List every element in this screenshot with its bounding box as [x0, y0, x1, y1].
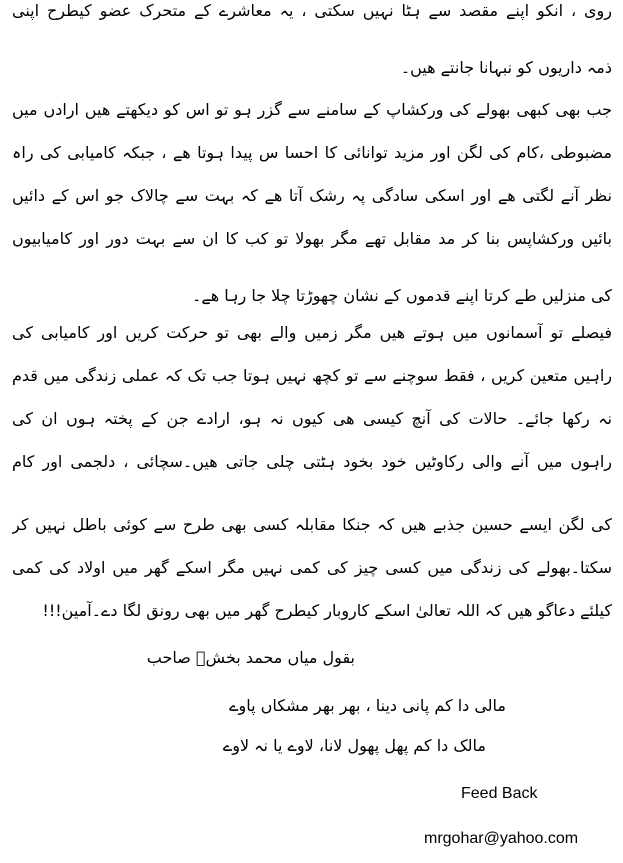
- paragraph-3-line-1: فیصلے تو آسمانوں میں ہوتے ھیں مگر زمیں والے بھی تو حرکت کریں اور کامیابی کی: [12, 323, 612, 342]
- paragraph-3-line-3: نہ رکھا جائے۔ حالات کی آنچ کیسی ھی کیوں نہ ہو، ارادے جن کے پختہ ہوں ان کی: [12, 409, 612, 428]
- paragraph-3-line-5: کی لگن ایسے حسین جذبے ھیں کہ جنکا مقابلہ کسی بھی طرح سے کوئی باطل نہیں کر: [12, 515, 612, 534]
- poet-attribution: بقول میاں محمد بخشؒ صاحب: [146, 648, 355, 667]
- paragraph-2-line-3: نظر آنے لگتی ھے اور اسکی سادگی پہ رشک آتا ھے کہ بہت سے چالاک جو اس کے دائیں: [12, 186, 612, 205]
- paragraph-2-line-5: کی منزلیں طے کرتا اپنے قدموں کے نشان چھوڑتا چلا جا رہا ھے۔: [191, 286, 612, 305]
- paragraph-2-line-4: بائیں ورکشاپس بنا کر مد مقابل تھے مگر بھولا تو کب کا ان سے بہت دور اور کامیابیوں: [12, 229, 612, 248]
- paragraph-3-line-2: راہیں متعین کریں ، فقط سوچنے سے تو کچھ نہیں ہوتا جب تک کہ عملی زندگی میں قدم: [12, 366, 612, 385]
- paragraph-2-line-2: مضبوطی ،کام کی لگن اور مزید توانائی کا احسا س پیدا ہوتا ھے ، جبکہ کامیابی کی راہ: [12, 143, 612, 162]
- paragraph-1-line-2: ذمہ داریوں کو نبہانا جانتے ھیں۔: [400, 58, 612, 77]
- paragraph-3-line-7: کیلئے دعاگو ھیں کہ اللہ تعالیٰ اسکے کاروبار کیطرح گھر میں بھی رونق لگا دے۔آمین!!!: [42, 601, 612, 620]
- paragraph-3-line-4: راہوں میں آنے والی رکاوٹیں خود بخود ہٹتی چلی جاتی ھیں۔سچائی ، دلجمی اور کام: [12, 452, 612, 471]
- feedback-link[interactable]: Feed Back: [461, 785, 538, 802]
- verse-line-2: مالک دا کم پھل پھول لانا، لاوے یا نہ لاوے: [222, 736, 486, 755]
- paragraph-1-line-1: روی ، انکو اپنے مقصد سے ہٹا نہیں سکتی ، یہ معاشرے کے متحرک عضو کیطرح اپنی: [12, 1, 612, 20]
- paragraph-3-line-6: سکتا۔بھولے کی زندگی میں کسی چیز کی کمی نہیں مگر اسکے گھر میں اولاد کی کمی: [12, 558, 612, 577]
- paragraph-2-line-1: جب بھی کبھی بھولے کی ورکشاپ کے سامنے سے گزر ہو تو اس کو دیکھتے ھیں ارادں میں: [12, 100, 612, 119]
- email-link[interactable]: mrgohar@yahoo.com: [424, 830, 579, 847]
- verse-line-1: مالی دا کم پانی دینا ، بھر بھر مشکاں پاوے: [229, 696, 506, 715]
